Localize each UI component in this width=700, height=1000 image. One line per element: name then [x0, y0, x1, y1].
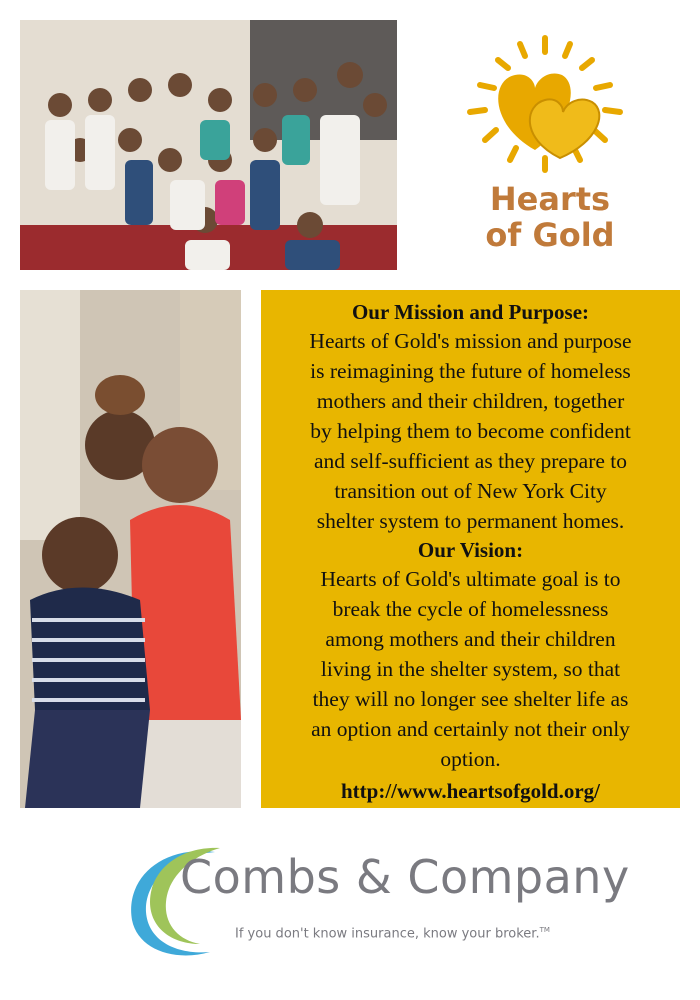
mission-line: by helping them to become confident [310, 419, 631, 443]
mother-and-daughters-photo [20, 290, 241, 808]
mission-line: shelter system to permanent homes. [316, 509, 625, 533]
vision-heading: Our Vision: [417, 538, 524, 562]
trademark-mark: TM [539, 926, 550, 934]
vision-line: living in the shelter system, so that [320, 657, 621, 681]
tagline-text: If you don't know insurance, know your broker. [235, 926, 540, 942]
mission-line: is reimagining the future of homeless [310, 359, 631, 383]
company-name: Combs & Company [180, 850, 630, 904]
vision-text [273, 564, 668, 774]
mission-line: and self-sufficient as they prepare to [313, 449, 628, 473]
mission-text [273, 326, 668, 536]
hearts-of-gold-logo [450, 30, 650, 270]
website-link[interactable]: http://www.heartsofgold.org/ [341, 779, 600, 803]
mission-vision-panel [261, 290, 680, 808]
vision-line: an option and certainly not their only [311, 717, 630, 741]
mission-line: Hearts of Gold's mission and purpose [309, 329, 632, 353]
vision-line: Hearts of Gold's ultimate goal is to [320, 567, 621, 591]
vision-line: option. [440, 747, 501, 771]
company-tagline [235, 926, 550, 941]
combs-and-company-logo [120, 840, 630, 970]
hearts-icon [450, 30, 650, 190]
group-of-children-photo [20, 20, 397, 270]
mission-line: transition out of New York City [334, 479, 607, 503]
mission-heading: Our Mission and Purpose: [351, 300, 590, 324]
vision-line: among mothers and their children [325, 627, 616, 651]
vision-line: break the cycle of homelessness [332, 597, 609, 621]
logo-text-line2: of Gold [485, 216, 615, 254]
logo-text-line1: Hearts [489, 180, 611, 218]
mission-line: mothers and their children, together [316, 389, 625, 413]
vision-line: they will no longer see shelter life as [312, 687, 629, 711]
